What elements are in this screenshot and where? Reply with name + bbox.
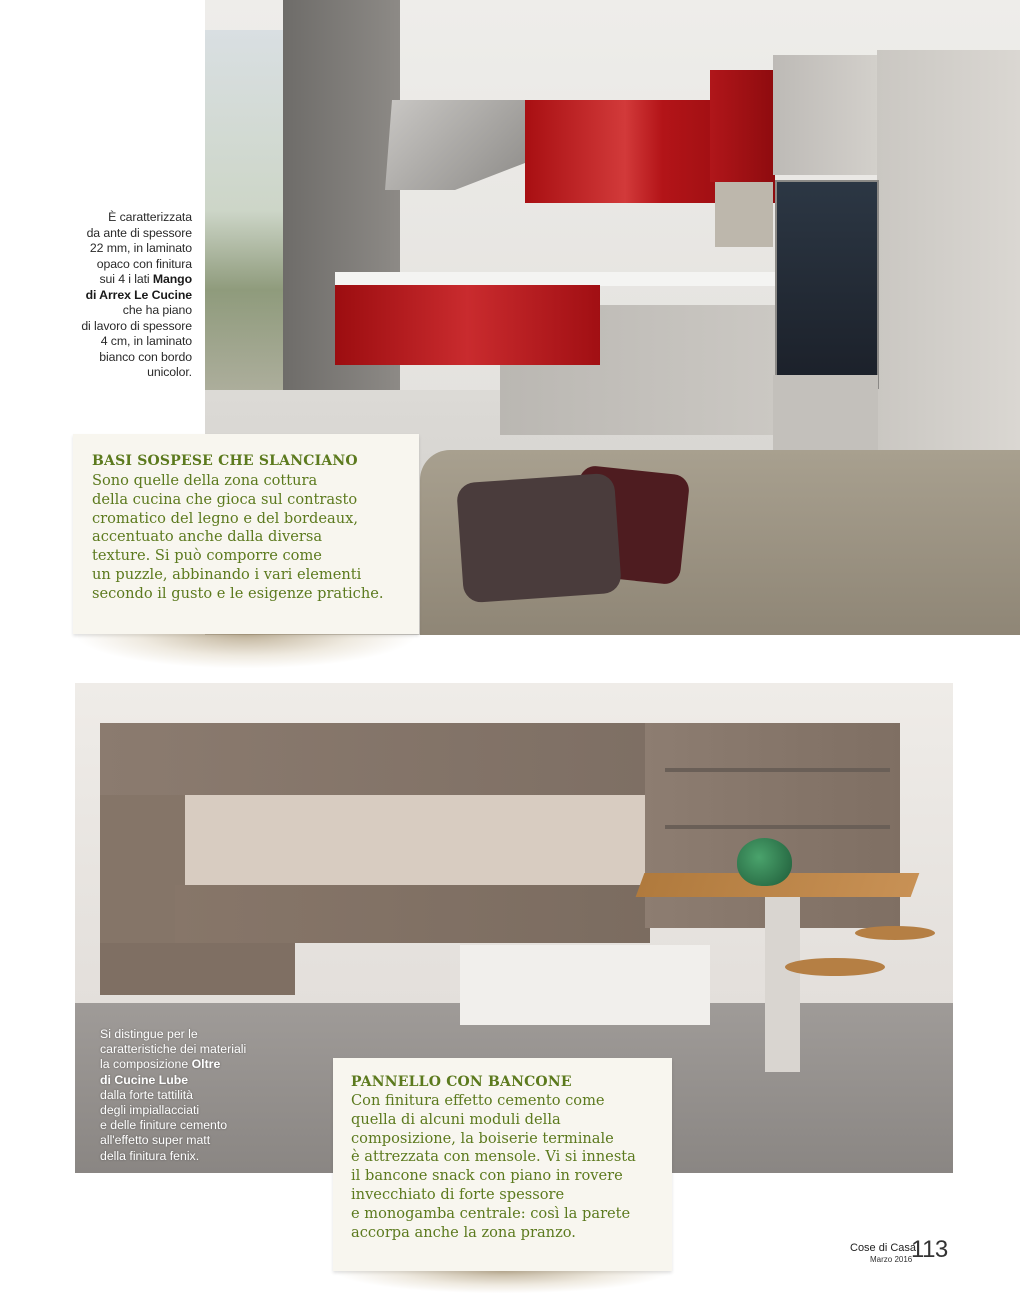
caption-line: opaco con finitura [96,256,192,271]
box-shadow-decoration [78,634,414,668]
page-number: 113 [911,1236,948,1263]
box-title: PANNELLO CON BANCONE [351,1074,572,1090]
box-line: un puzzle, abbinando i vari elementi [92,565,362,583]
caption-line [70,288,192,304]
caption-line [100,1073,275,1088]
caption-line: unicolor. [147,365,192,379]
box-body [92,472,412,604]
box-line: cromatico del legno e del bordeaux, [92,509,358,527]
magazine-name: Cose di Casa [850,1242,917,1254]
box-shadow-decoration [338,1271,668,1293]
low-drawer [100,943,295,995]
box-line: composizione, la boiserie terminale [351,1129,614,1147]
box-line: texture. Si può comporre come [92,547,322,565]
issue-date: Marzo 2016 [870,1255,913,1264]
caption-brand: di Arrex Le Cucine [85,287,192,302]
caption-line [70,272,192,288]
box-title: BASI SOSPESE CHE SLANCIANO [92,453,358,469]
box-line: della cucina che gioca sul contrasto [92,490,358,508]
box-line: invecchiato di forte spessore [351,1185,565,1203]
green-vase [737,838,792,886]
caption-line: È caratterizzata [108,210,192,224]
concrete-base [175,885,650,943]
wood-upper-cabinet [773,55,878,175]
white-base-units [460,945,710,1025]
caption-line: all'effetto super matt [100,1133,211,1148]
box-line: Sono quelle della zona cottura [92,472,318,489]
box-body [351,1092,669,1242]
caption-line: Si distingue per le [100,1027,198,1041]
text-box-basi-sospese [73,434,419,634]
counter-leg [765,897,800,1072]
box-line: Con finitura effetto cemento come [351,1092,605,1109]
built-in-ovens [775,180,879,389]
backsplash [185,795,645,885]
tall-wood-column [877,50,1020,510]
caption-line: 22 mm, in laminato [89,241,192,255]
box-line: è attrezzata con mensole. Vi si innesta [351,1148,636,1166]
caption-line: 4 cm, in laminato [100,334,192,348]
shelf [665,825,890,829]
caption-line: caratteristiche dei materiali [100,1042,247,1057]
dark-pillow [456,473,622,604]
open-niche [715,182,773,247]
caption-line: e delle finiture cemento [100,1118,228,1133]
stool [855,926,935,940]
caption-line: della finitura fenix. [100,1148,200,1163]
photo-window [205,30,283,430]
caption-line: da ante di spessore [86,225,192,240]
caption-bottom [100,1027,275,1164]
caption-line: di lavoro di spessore [81,318,192,333]
red-suspended-bases [335,285,600,365]
caption-line: dalla forte tattilità [100,1087,193,1102]
text-box-pannello-bancone [333,1058,672,1271]
caption-line: che ha piano [122,303,192,317]
box-line: accorpa anche la zona pranzo. [351,1223,576,1241]
caption-line: degli impiallacciati [100,1103,200,1118]
stool [785,958,885,976]
box-line: secondo il gusto e le esigenze pratiche. [92,584,384,602]
caption-line: bianco con bordo [99,349,192,364]
box-line: il bancone snack con piano in rovere [351,1167,623,1185]
caption-text: sui 4 i lati [99,272,150,286]
shelf [665,768,890,772]
caption-line [100,1057,275,1072]
box-line: quella di alcuni moduli della [351,1110,561,1128]
upper-red-cabinet-right [710,70,775,182]
caption-text: la composizione [100,1057,189,1072]
caption-top [70,210,192,381]
caption-brand: Mango [152,272,192,286]
white-countertop [335,272,775,286]
upper-concrete-cabinets [100,723,645,795]
caption-brand: Oltre [191,1057,221,1072]
caption-brand: di Cucine Lube [100,1072,189,1087]
box-line: e monogamba centrale: così la parete [351,1204,631,1222]
box-line: accentuato anche dalla diversa [92,528,323,546]
